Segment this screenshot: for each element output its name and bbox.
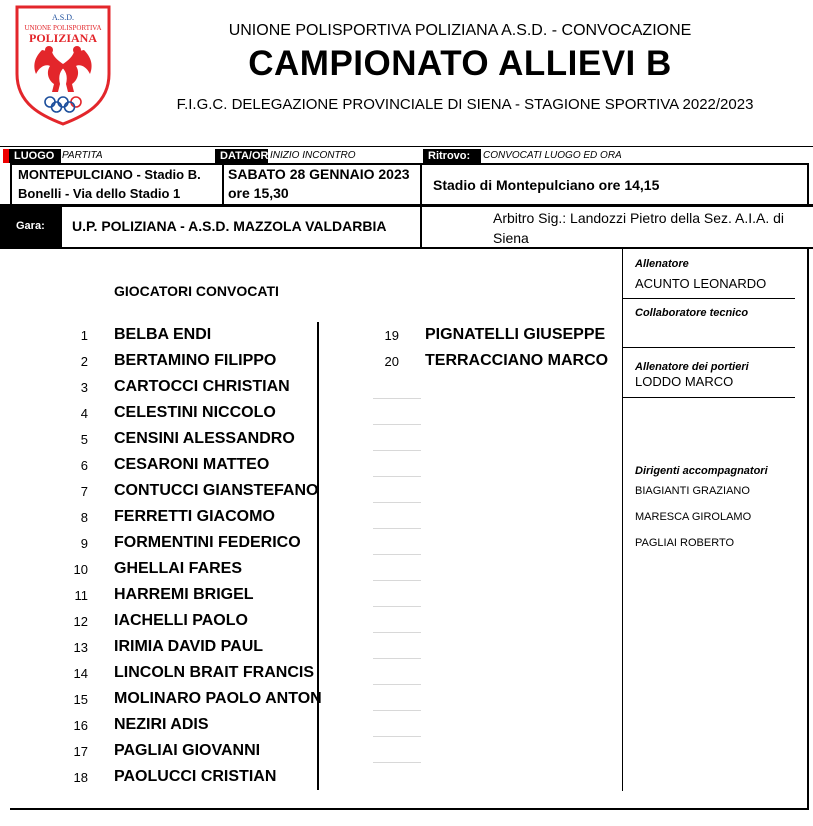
- player-name: NEZIRI ADIS: [114, 716, 209, 733]
- logo-name: POLIZIANA: [28, 31, 98, 45]
- data-value-line2: ore 15,30: [228, 185, 289, 201]
- allenatore-label: Allenatore: [635, 258, 689, 270]
- player-name: BERTAMINO FILIPPO: [114, 352, 277, 369]
- player-number: 15: [73, 692, 88, 707]
- empty-slot-line: [373, 528, 421, 529]
- logo-top-text: A.S.D.: [51, 13, 75, 22]
- player-number: 2: [80, 354, 88, 369]
- player-name: GHELLAI FARES: [114, 560, 243, 577]
- page-title: CAMPIONATO ALLIEVI B: [248, 44, 672, 83]
- dirigente-item: PAGLIAI ROBERTO: [635, 537, 735, 549]
- player-number: 16: [73, 718, 88, 733]
- player-name: PIGNATELLI GIUSEPPE: [425, 326, 606, 343]
- player-name: CESARONI MATTEO: [114, 456, 270, 473]
- empty-slot-line: [373, 658, 421, 659]
- player-name: FERRETTI GIACOMO: [114, 508, 275, 525]
- data-hint: INIZIO INCONTRO: [270, 150, 356, 161]
- empty-slot-line: [373, 476, 421, 477]
- dirigente-item: BIAGIANTI GRAZIANO: [635, 485, 750, 497]
- collaboratore-label: Collaboratore tecnico: [635, 307, 749, 319]
- player-name: TERRACCIANO MARCO: [425, 352, 609, 369]
- player-number: 19: [384, 328, 399, 343]
- empty-slot-line: [373, 632, 421, 633]
- empty-slot-line: [373, 424, 421, 425]
- dirigenti-label: Dirigenti accompagnatori: [635, 465, 768, 477]
- player-number: 4: [80, 406, 88, 421]
- player-number: 5: [80, 432, 88, 447]
- player-name: CELESTINI NICCOLO: [114, 404, 276, 421]
- ritrovo-hint: CONVOCATI LUOGO ED ORA: [483, 150, 622, 161]
- player-number: 10: [73, 562, 88, 577]
- ritrovo-value: Stadio di Montepulciano ore 14,15: [433, 177, 660, 193]
- empty-slot-line: [373, 762, 421, 763]
- empty-slot-line: [373, 398, 421, 399]
- empty-slot-line: [373, 580, 421, 581]
- player-name: PAGLIAI GIOVANNI: [114, 742, 261, 759]
- arbitro-line2: Siena: [493, 230, 529, 246]
- player-name: IRIMIA DAVID PAUL: [114, 638, 264, 655]
- luogo-label: LUOGO: [9, 149, 61, 163]
- gara-value: U.P. POLIZIANA - A.S.D. MAZZOLA VALDARBIA: [72, 218, 387, 234]
- player-number: 6: [80, 458, 88, 473]
- players-heading: GIOCATORI CONVOCATI: [114, 283, 279, 299]
- luogo-hint: PARTITA: [62, 150, 103, 161]
- organization-heading: UNIONE POLISPORTIVA POLIZIANA A.S.D. - CONVOCAZIONE: [228, 22, 692, 39]
- allenatore-portieri-label: Allenatore dei portieri: [635, 361, 749, 373]
- arbitro-line1: Arbitro Sig.: Landozzi Pietro della Sez. A.I.A. di: [493, 210, 785, 226]
- player-number: 1: [80, 328, 88, 343]
- club-logo: [14, 4, 112, 126]
- player-number: 7: [80, 484, 88, 499]
- empty-slot-line: [373, 554, 421, 555]
- ritrovo-label: Ritrovo:: [423, 149, 481, 163]
- player-name: FORMENTINI FEDERICO: [114, 534, 301, 551]
- data-label: DATA/OR: [215, 149, 268, 163]
- empty-slot-line: [373, 684, 421, 685]
- luogo-value-line1: MONTEPULCIANO - Stadio B.: [18, 167, 201, 182]
- player-number: 8: [80, 510, 88, 525]
- player-number: 14: [73, 666, 88, 681]
- empty-slot-line: [373, 736, 421, 737]
- player-number: 11: [74, 588, 88, 603]
- player-name: IACHELLI PAOLO: [114, 612, 248, 629]
- player-number: 20: [384, 354, 399, 369]
- player-name: CARTOCCI CHRISTIAN: [114, 378, 290, 395]
- divider: [0, 146, 813, 147]
- gara-label: Gara:: [16, 220, 45, 232]
- player-name: HARREMI BRIGEL: [114, 586, 254, 603]
- allenatore-name: ACUNTO LEONARDO: [635, 276, 767, 291]
- dirigente-item: MARESCA GIROLAMO: [635, 511, 752, 523]
- player-name: CENSINI ALESSANDRO: [114, 430, 295, 447]
- luogo-value-line2: Bonelli - Via dello Stadio 1: [18, 186, 181, 201]
- player-number: 9: [80, 536, 88, 551]
- page-subtitle: F.I.G.C. DELEGAZIONE PROVINCIALE DI SIENA - STAGIONE SPORTIVA 2022/2023: [176, 96, 754, 113]
- player-name: MOLINARO PAOLO ANTON: [114, 690, 322, 707]
- player-name: LINCOLN BRAIT FRANCIS: [114, 664, 314, 681]
- empty-slot-line: [373, 710, 421, 711]
- allenatore-portieri-name: LODDO MARCO: [635, 374, 734, 389]
- player-number: 13: [73, 640, 88, 655]
- player-number: 12: [73, 614, 88, 629]
- player-name: CONTUCCI GIANSTEFANO: [114, 482, 319, 499]
- column-divider: [317, 322, 319, 790]
- player-name: BELBA ENDI: [114, 326, 212, 343]
- data-value-line1: SABATO 28 GENNAIO 2023: [228, 166, 410, 182]
- empty-slot-line: [373, 450, 421, 451]
- player-name: PAOLUCCI CRISTIAN: [114, 768, 277, 785]
- empty-slot-line: [373, 606, 421, 607]
- player-number: 3: [80, 380, 88, 395]
- player-number: 17: [73, 744, 88, 759]
- empty-slot-line: [373, 502, 421, 503]
- player-number: 18: [73, 770, 88, 785]
- logo-middle-text: UNIONE POLISPORTIVA: [24, 24, 102, 32]
